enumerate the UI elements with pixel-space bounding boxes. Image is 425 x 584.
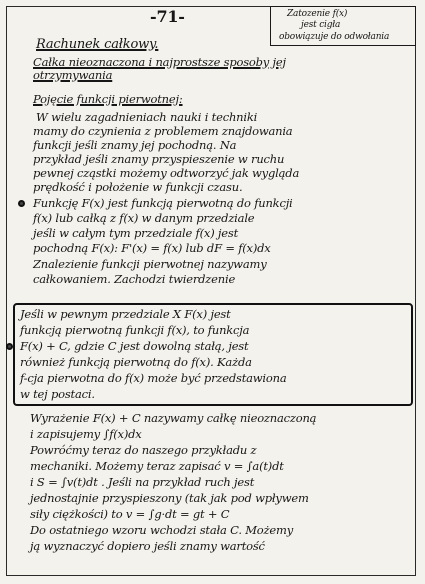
text-line: ją wyznaczyć dopiero jeśli znamy wartość [30,539,265,553]
page-number: -71- [150,7,185,26]
text-line: i S = ∫v(t)dt . Jeśli na przykład ruch jest [30,475,255,489]
text-line: f(x) lub całką z f(x) w danym przedziale [33,211,255,225]
text-line: jednostajnie przyspieszony (tak jak pod wpływem [30,491,309,505]
theorem-line: w tej postaci. [20,387,95,401]
text-line: Wyrażenie F(x) + C nazywamy całkę nieoznaczoną [30,411,317,425]
text-line: pewnej cząstki możemy odtworzyć jak wygląda [33,166,300,180]
subheading-line: Całka nieoznaczona i najprostsze sposoby jej [33,55,286,69]
bullet-mark [6,343,13,350]
corner-note-line: obowiązuje do odwołania [279,32,390,42]
text-line: przykład jeśli znamy przyspieszenie w ruchu [33,152,285,166]
text-line: Do ostatniego wzoru wchodzi stała C. Możemy [30,523,293,537]
theorem-line: funkcją pierwotną funkcji f(x), to funkcja [20,323,250,337]
text-line: siły ciężkości) to v = ∫g·dt = gt + C [30,507,230,521]
bullet-mark [18,200,25,207]
text-line: funkcji jeśli znamy jej pochodną. Na [33,138,237,152]
text-line: Powróćmy teraz do naszego przykładu z [30,443,257,457]
text-line: prędkość i położenie w funkcji czasu. [33,180,243,194]
corner-note-line: Zatozenie f(x) [287,9,348,19]
text-line: Znalezienie funkcji pierwotnej nazywamy [33,257,267,271]
subheading-line: otrzymywania [33,68,113,82]
text-line: jeśli w całym tym przedziale f(x) jest [33,226,239,240]
page-heading: Rachunek całkowy. [36,37,159,52]
text-line: mechaniki. Możemy teraz zapisać v = ∫a(t)dt [30,459,284,473]
text-line: i zapisujemy ∫f(x)dx [30,427,142,441]
theorem-line: Jeśli w pewnym przedziale X F(x) jest [20,307,231,321]
text-line: pochodną F(x): F'(x) = f(x) lub dF = f(x)dx [33,241,271,255]
text-line: Funkcję F(x) jest funkcją pierwotną do funkcji [33,196,293,210]
text-line: całkowaniem. Zachodzi twierdzenie [33,272,236,286]
corner-note-box [270,6,416,46]
text-line: W wielu zagadnieniach nauki i techniki [36,110,258,124]
theorem-line: f-cja pierwotna do f(x) może być przedstawiona [20,371,287,385]
theorem-line: F(x) + C, gdzie C jest dowolną stałą, jest [20,339,249,353]
text-line: mamy do czynienia z problemem znajdowania [33,124,293,138]
corner-note-line: jest cigła [301,20,341,30]
theorem-line: również funkcją pierwotną do f(x). Każda [20,355,252,369]
section-title: Pojęcie funkcji pierwotnej: [33,92,183,106]
